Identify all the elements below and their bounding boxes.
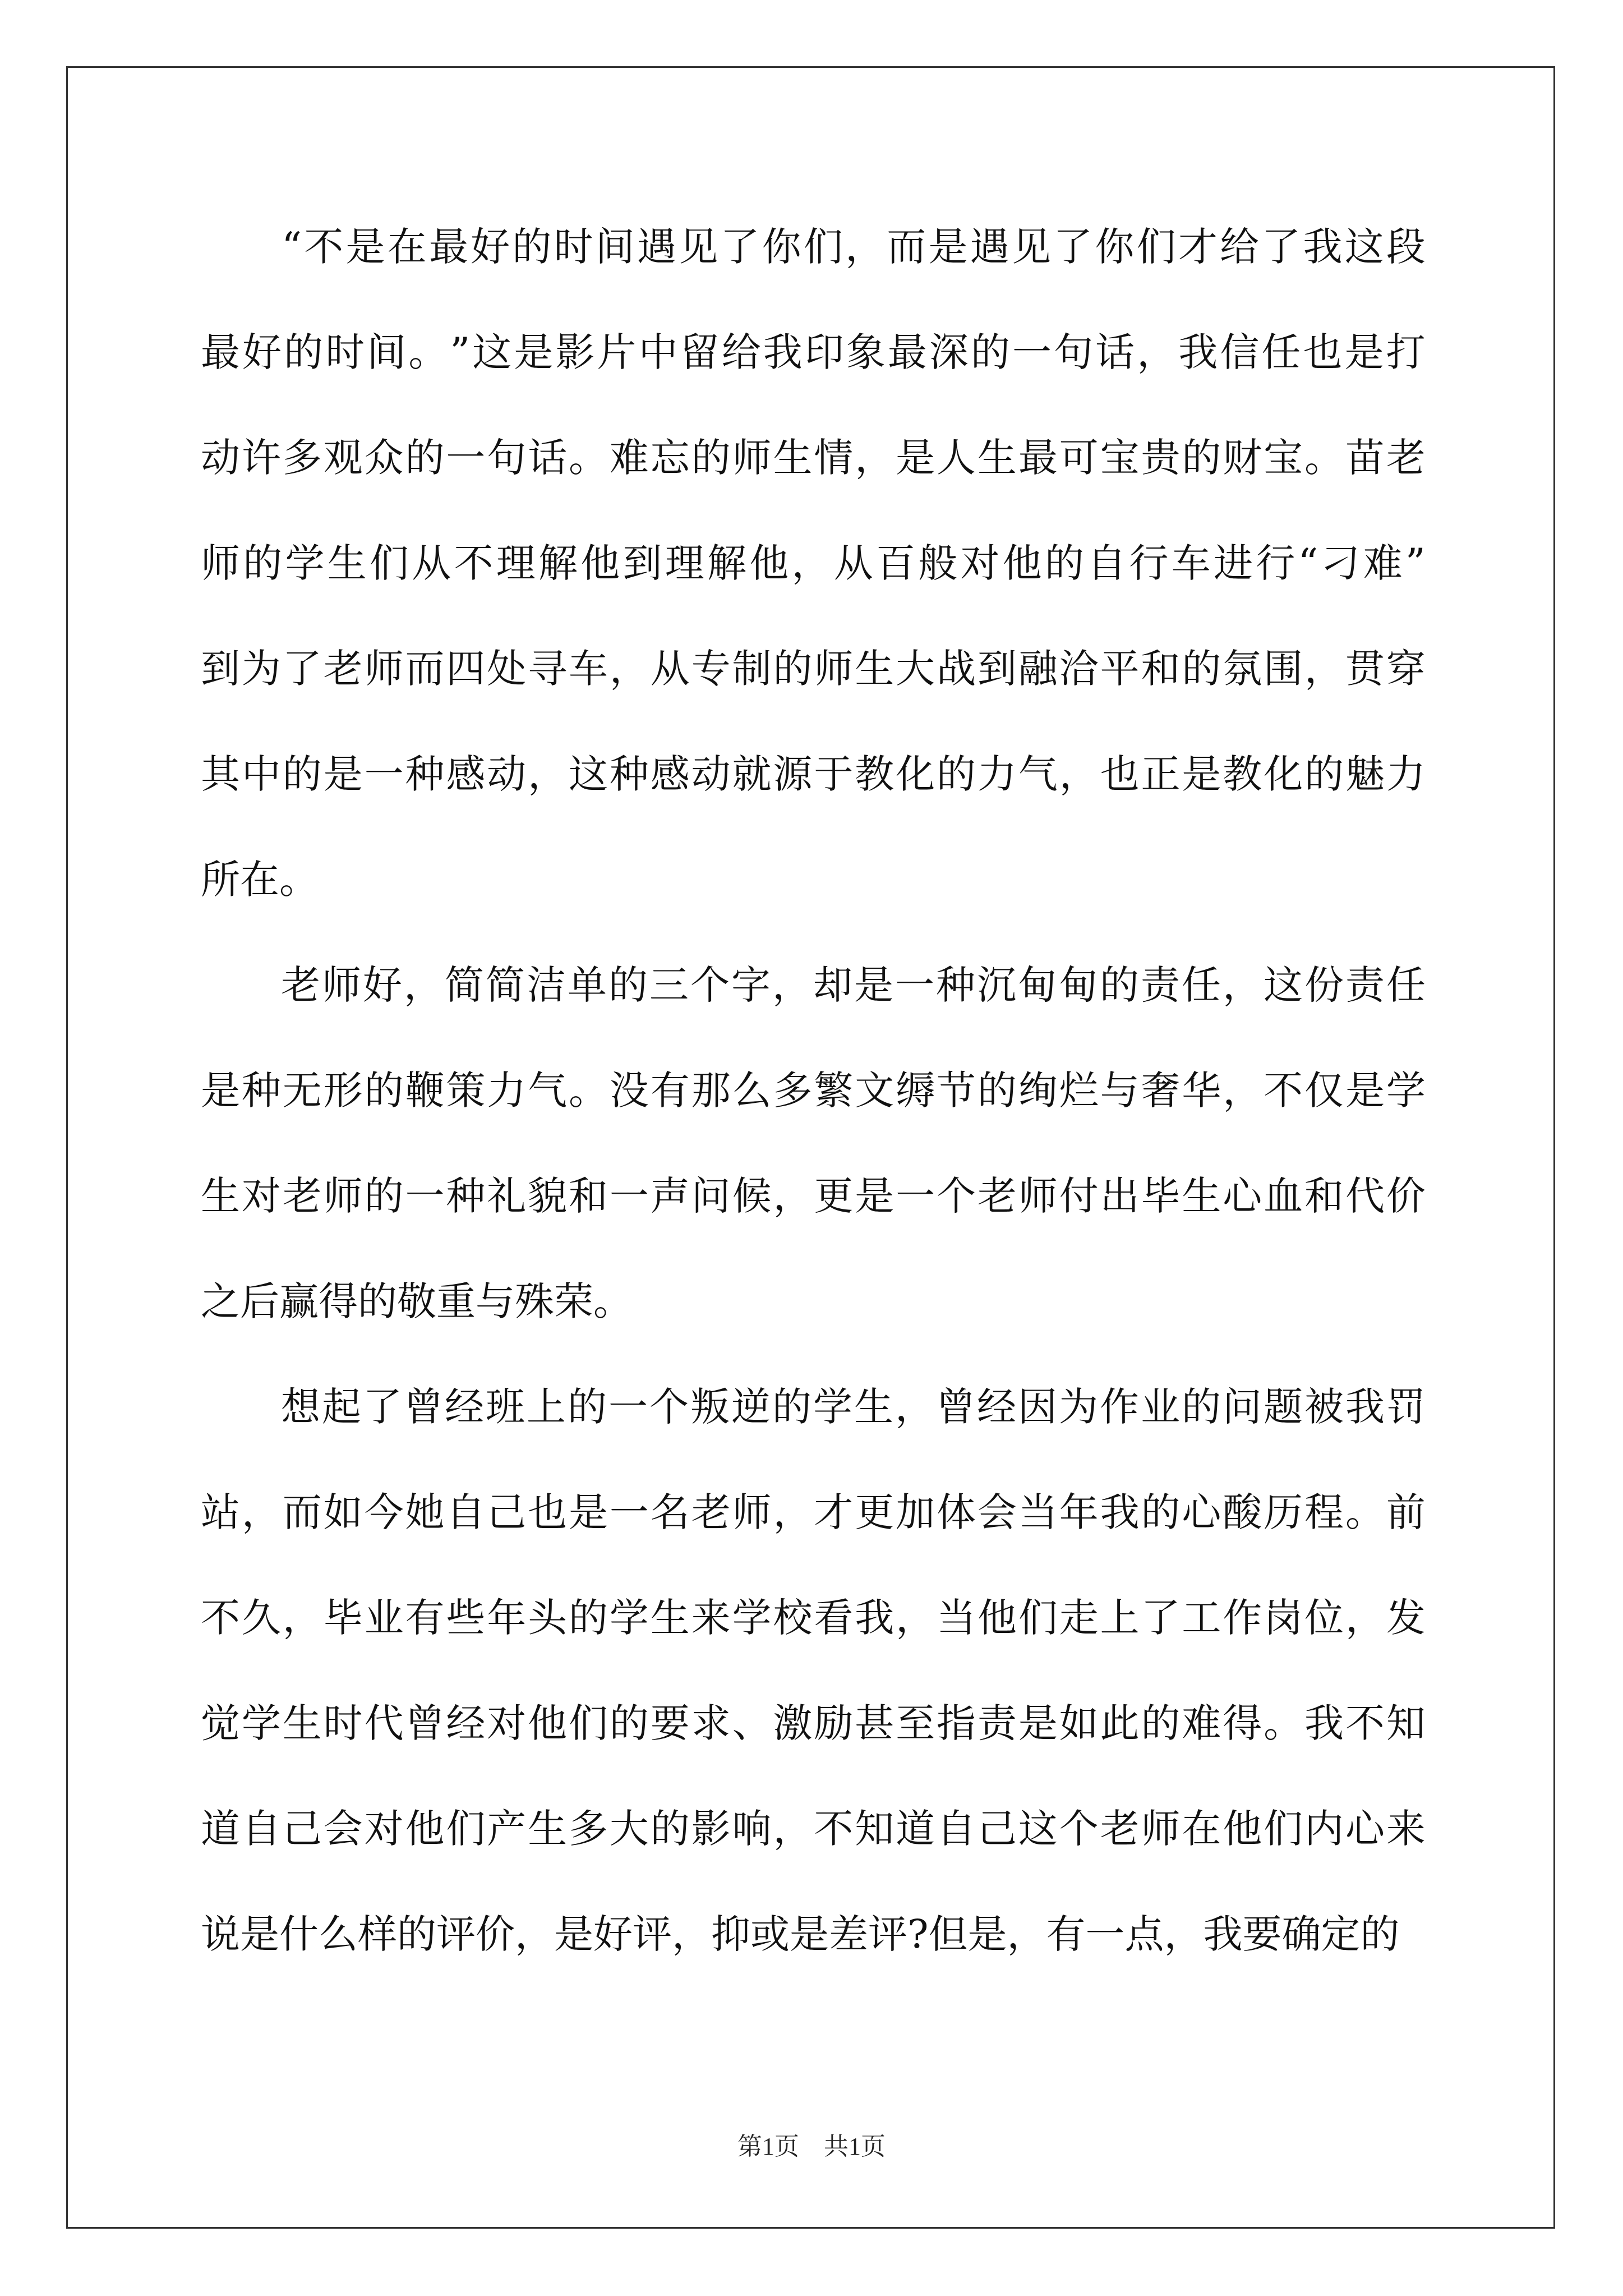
document-body — [201, 213, 1426, 2006]
text-line: 想 起 了 曾 经 班 上 的 一 个 叛 逆 的 学 生 ， 曾 经 因 为 作 业 的 问 题 被 我 罚 — [281, 1384, 1426, 1430]
text-line: 道 自 己 会 对 他 们 产 生 多 大 的 影 响 ， 不 知 道 自 己 这 个 老 师 在 他 们 内 心 来 — [201, 1806, 1426, 1852]
text-line: 生 对 老 师 的 一 种 礼 貌 和 一 声 问 候 ， 更 是 一 个 老 师 付 出 毕 生 心 血 和 代 价 — [201, 1173, 1426, 1219]
text-line: 最 好 的 时 间 。 ” 这 是 影 片 中 留 给 我 印 象 最 深 的 一 句 话 ， 我 信 任 也 是 打 — [201, 329, 1426, 375]
text-line: 其 中 的 是 一 种 感 动 ， 这 种 感 动 就 源 于 教 化 的 力 气 ， 也 正 是 教 化 的 魅 力 — [201, 751, 1426, 797]
text-line: 之 后 赢 得 的 敬 重 与 殊 荣 。 — [201, 1278, 633, 1324]
text-line: 是 种 无 形 的 鞭 策 力 气 。 没 有 那 么 多 繁 文 缛 节 的 绚 烂 与 奢 华 ， 不 仅 是 学 — [201, 1068, 1426, 1114]
text-line: 到 为 了 老 师 而 四 处 寻 车 ， 从 专 制 的 师 生 大 战 到 融 洽 平 和 的 氛 围 ， 贯 穿 — [201, 646, 1426, 692]
text-line: “ 不 是 在 最 好 的 时 间 遇 见 了 你 们 ， 而 是 遇 见 了 你 们 才 给 了 我 这 段 — [282, 224, 1426, 270]
page-footer: 第1页 共1页 — [737, 2133, 886, 2160]
text-line: 动 许 多 观 众 的 一 句 话 。 难 忘 的 师 生 情 ， 是 人 生 最 可 宝 贵 的 财 宝 。 苗 老 — [201, 435, 1426, 481]
text-line: 说 是 什 么 样 的 评 价 ， 是 好 评 ， 抑 或 是 差 评 ? 但 是 ， 有 一 点 ， 我 要 确 定 的 — [201, 1911, 1400, 1957]
text-line: 所 在 。 — [201, 857, 319, 903]
text-line: 老 师 好 ， 简 简 洁 单 的 三 个 字 ， 却 是 一 种 沉 甸 甸 的 责 任 ， 这 份 责 任 — [281, 962, 1426, 1008]
text-line: 觉 学 生 时 代 曾 经 对 他 们 的 要 求 、 激 励 甚 至 指 责 是 如 此 的 难 得 。 我 不 知 — [201, 1700, 1426, 1746]
text-line: 站 ， 而 如 今 她 自 己 也 是 一 名 老 师 ， 才 更 加 体 会 当 年 我 的 心 酸 历 程 。 前 — [201, 1489, 1426, 1535]
text-line: 师 的 学 生 们 从 不 理 解 他 到 理 解 他 ， 从 百 般 对 他 的 自 行 车 进 行 “ 刁 难 ” — [201, 540, 1426, 586]
text-line: 不 久 ， 毕 业 有 些 年 头 的 学 生 来 学 校 看 我 ， 当 他 们 走 上 了 工 作 岗 位 ， 发 — [201, 1595, 1426, 1641]
